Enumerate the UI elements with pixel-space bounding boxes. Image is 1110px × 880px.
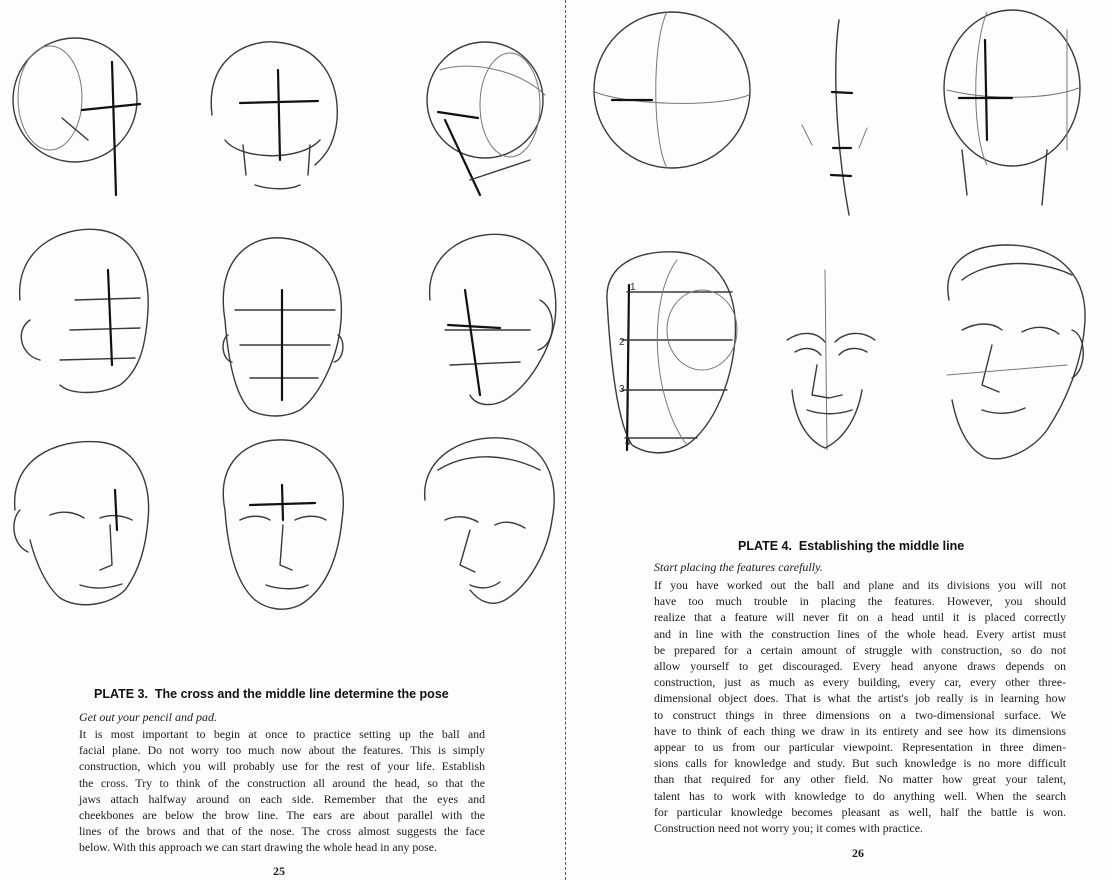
body-line: jaws attach halfway around on each side. Remember that the eyes and (79, 791, 485, 806)
plate-4-label: PLATE 4. (738, 539, 792, 553)
head-sketch-ball-left-turn (13, 38, 140, 195)
plate-3-body (79, 726, 485, 856)
head-drawing-finished-three-quarter (425, 438, 554, 603)
page-number-26: 26 (852, 846, 864, 860)
head-drawing-finished-front (223, 440, 343, 609)
body-line: It is most important to begin at once to practice setting up the ball and (79, 727, 485, 741)
body-line: sions calls for knowledge and study. But such knowledge is no more difficult (654, 756, 1066, 771)
page-divider (565, 0, 566, 880)
plate-3-heading (94, 687, 449, 701)
body-line: have too much trouble in placing the features. However, you should (654, 594, 1066, 609)
plate-4-title: Establishing the middle line (798, 539, 965, 553)
head-sketch-plane-left (20, 229, 149, 392)
head-sketch-measured-divisions (607, 252, 737, 453)
body-line: cheekbones are below the brow line. The ears are about parallel with the (79, 808, 485, 823)
plate-4-body (654, 577, 1066, 836)
head-sketch-ball-with-plane-line (594, 12, 750, 168)
measure-mark-1: 1 (630, 282, 636, 293)
measure-mark-4: 4 (625, 437, 631, 448)
plate-3-illustrations (0, 0, 565, 680)
body-line: to construct things in three dimensions on a two-dimensional surface. We (654, 707, 1066, 722)
page-number-25: 25 (273, 864, 285, 878)
body-line: talent has to work with knowledge to do anything well. When the search (654, 788, 1066, 803)
body-line: construction, just as much as every building, every car, every other three- (654, 675, 1066, 690)
plate-3-title: The cross and the middle line determine the pose (154, 687, 449, 701)
plate-3-subtitle: Get out your pencil and pad. (79, 710, 217, 724)
body-line: the cross. Try to think of the construction all around the head, so that the (79, 775, 485, 790)
plate-4-illustrations (567, 0, 1110, 530)
body-line: If you have worked out the ball and plane and its divisions you will not (654, 578, 1066, 592)
plate-3-label: PLATE 3. (94, 687, 148, 701)
body-line: appear to us from our particular viewpoint. Representation in three dimen- (654, 740, 1066, 755)
body-line: below. With this approach we can start drawing the whole head in any pose. (79, 840, 437, 855)
body-line: have to think of each thing we draw in its entirety and see how its dimensions (654, 723, 1066, 738)
body-line: than that required for any other field. No matter how great your talent, (654, 772, 1066, 787)
body-line: allow yourself to get discouraged. Every head anyone draws depends on (654, 659, 1066, 674)
body-line: facial plane. Do not worry too much now about the features. This is simply (79, 743, 485, 758)
measure-mark-3: 3 (619, 384, 625, 395)
head-sketch-ball-front (211, 42, 337, 189)
head-sketch-plane-three-quarter (430, 234, 556, 404)
plate-4-subtitle: Start placing the features carefully. (654, 560, 823, 574)
body-line: Construction need not worry you; it comes with practice. (654, 821, 923, 836)
body-line: and in line with the construction lines of the whole head. Every artist must (654, 626, 1066, 641)
body-line: construction, which you will probably use for the rest of your life. Establish (79, 759, 485, 774)
measure-mark-2: 2 (619, 337, 625, 348)
face-sketch-front-features (787, 270, 875, 450)
head-sketch-plane-front (223, 238, 343, 416)
head-drawing-finished-three-quarter (947, 245, 1085, 459)
head-sketch-ball-three-quarter (427, 42, 545, 195)
head-sketch-ball-with-divisions (944, 10, 1080, 205)
head-drawing-finished-left (14, 442, 149, 605)
body-line: for particular knowledge becomes pleasant as well, half the battle is won. (654, 804, 1066, 819)
middle-line-sketch (802, 20, 867, 215)
plate-4-heading (738, 539, 964, 553)
body-line: dimensional object does. That is what the artist's job really is in learning how (654, 691, 1066, 706)
right-page (567, 0, 1110, 880)
body-line: realize that a feature will never fit on a head until it is placed correctly (654, 610, 1066, 625)
body-line: be prepared for a certain amount of struggle with construction, so do not (654, 642, 1066, 657)
body-line: lines of the brows and that of the nose. The cross almost suggests the face (79, 824, 485, 839)
